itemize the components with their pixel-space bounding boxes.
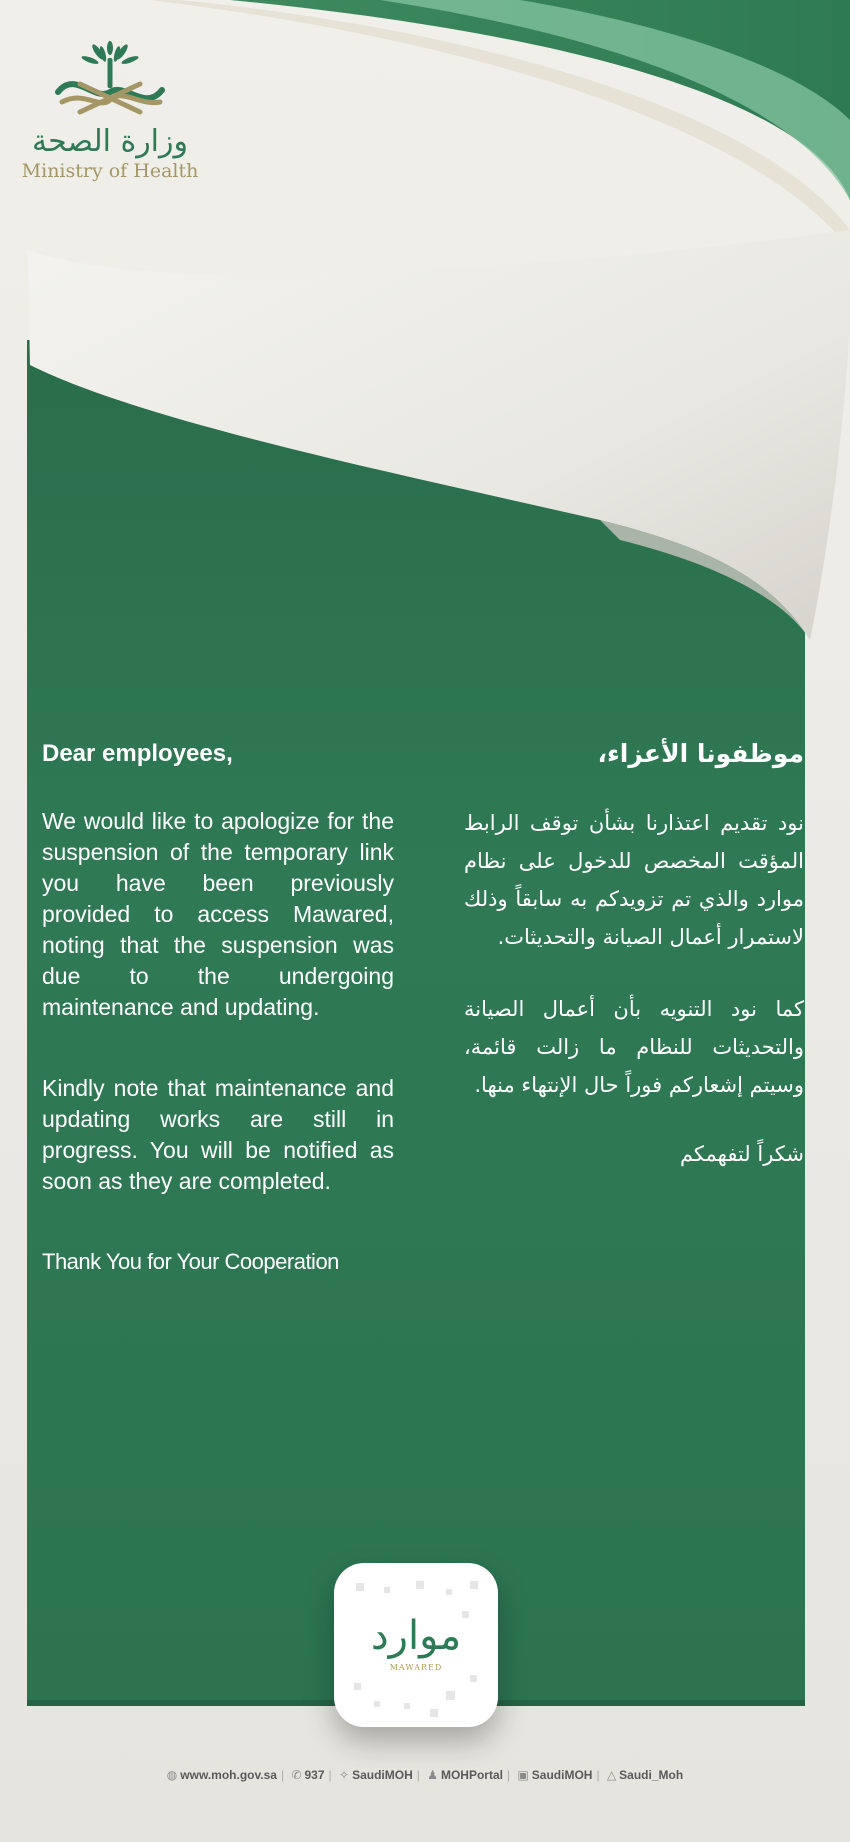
footer-website[interactable]: ◍ www.moh.gov.sa [166, 1768, 277, 1782]
arabic-paragraph-2: كما نود التنويه بأن أعمال الصيانة والتحديثات للنظام ما زالت قائمة، وسيتم إشعاركم فوراً حال الإنتهاء منها. [464, 997, 804, 1097]
english-heading: Dear employees, [42, 740, 233, 767]
english-paragraph-2: Kindly note that maintenance and updating works are still in progress. You will be notified as soon as they are completed. [42, 1075, 394, 1194]
footer-contacts [0, 1768, 850, 1782]
footer-portal[interactable]: ♟ MOHPortal [427, 1768, 503, 1782]
app-name-english: MAWARED [389, 1663, 443, 1672]
portal-icon: ♟ [427, 1768, 438, 1782]
snapchat-icon: △ [606, 1768, 617, 1782]
arabic-column [464, 738, 804, 1170]
ministry-name-english: Ministry of Health [21, 160, 199, 182]
arabic-thanks: شكراً لتفهمكم [679, 1142, 804, 1166]
divider: | [280, 1768, 285, 1782]
globe-icon: ◍ [166, 1768, 178, 1782]
divider: | [506, 1768, 511, 1782]
divider: | [328, 1768, 332, 1782]
palm-swords-emblem [40, 40, 180, 120]
english-paragraph-1: We would like to apologize for the suspension of the temporary link you have been previously provided to access Mawared, noting that the suspension was due to the undergoing maintenance and updating. [42, 808, 394, 1020]
instagram-icon: ▣ [517, 1768, 529, 1782]
arabic-paragraph-1: نود تقديم اعتذارنا بشأن توقف الرابط المؤقت المخصص للدخول على نظام موارد والذي تم تزويدكم به سابقاً وذلك لاستمرار أعمال الصيانة والتحديثات. [464, 811, 804, 949]
footer-phone[interactable]: ✆ 937 [291, 1768, 325, 1782]
footer-twitter[interactable]: ✧ SaudiMOH [339, 1768, 413, 1782]
mawared-app-icon [334, 1563, 498, 1727]
twitter-icon: ✧ [339, 1768, 350, 1782]
divider: | [416, 1768, 420, 1782]
ministry-name-arabic: وزارة الصحة [32, 124, 188, 159]
footer-snapchat[interactable]: △ Saudi_Moh [606, 1768, 684, 1782]
arabic-heading: موظفونا الأعزاء، [597, 739, 804, 768]
divider: | [596, 1768, 600, 1782]
moh-logo [20, 40, 200, 200]
footer-instagram[interactable]: ▣ SaudiMOH [517, 1768, 593, 1782]
app-name-arabic: موارد [370, 1613, 462, 1659]
message-content [42, 738, 804, 1388]
english-thanks: Thank You for Your Cooperation [42, 1249, 339, 1274]
english-column [42, 738, 394, 1277]
phone-icon: ✆ [291, 1768, 302, 1782]
